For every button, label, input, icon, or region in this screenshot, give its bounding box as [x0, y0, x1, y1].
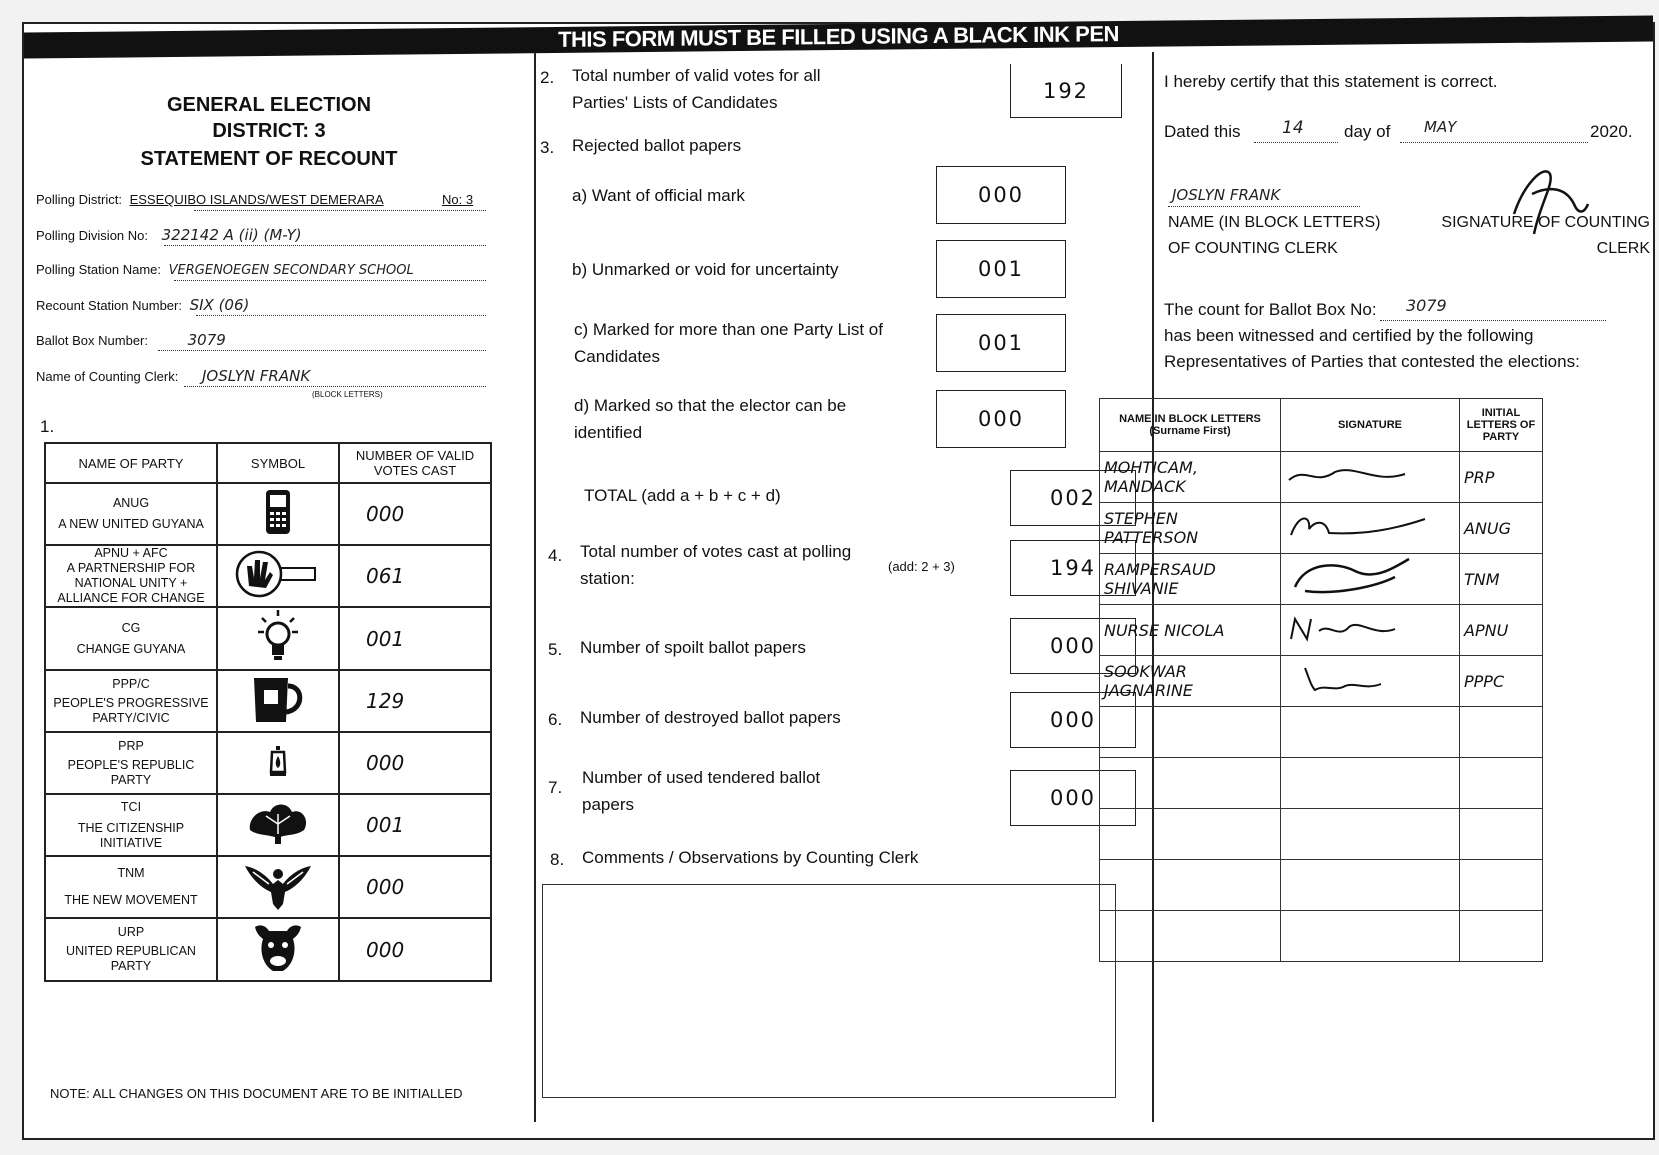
party-cell: TCI THE CITIZENSHIP INITIATIVE [45, 794, 217, 856]
rejected-a-label: a) Want of official mark [572, 186, 745, 205]
header-line1: GENERAL ELECTION [166, 94, 372, 116]
clerk-name-label: NAME (IN BLOCK LETTERS) OF COUNTING CLERK [1168, 214, 1381, 257]
rep-name: SOOKWAR JAGNARINE [1100, 656, 1281, 707]
rep-signature-icon [1281, 554, 1460, 605]
party-row [45, 794, 491, 856]
vote-count: 000 [339, 918, 491, 981]
section3-number: 3. [540, 138, 555, 157]
section7-number: 7. [548, 778, 563, 797]
day-of-label: day of [1344, 122, 1391, 141]
count-line: The count for Ballot Box No: [1164, 300, 1377, 319]
lightbulb-icon [217, 607, 339, 670]
rejected-d-label: d) Marked so that the elector can be identified [574, 396, 847, 442]
section2-label: Total number of valid votes for all Parties' Lists of Candidates [572, 66, 821, 112]
valid-votes-box: 192 [1010, 64, 1122, 118]
recount-station-value: SIX (06) [189, 296, 250, 314]
party-cell: PPP/C PEOPLE'S PROGRESSIVE PARTY/CIVIC [45, 670, 217, 732]
rep-signature-icon [1281, 605, 1460, 656]
polling-station: Polling Station Name: VERGENOEGEN SECONDARY SCHOOL [36, 262, 414, 278]
rep-row [1100, 911, 1543, 962]
vote-count: 001 [339, 794, 491, 856]
total-label: TOTAL (add a + b + c + d) [584, 486, 781, 505]
header-line2: DISTRICT: 3 [212, 120, 326, 142]
polling-district: Polling District: ESSEQUIBO ISLANDS/WEST DEMERARA No: 3 [36, 192, 474, 207]
destroyed-box: 000 [1010, 692, 1136, 748]
rep-row [1100, 758, 1543, 809]
rep-signature-icon [1281, 656, 1460, 707]
rep-row [1100, 503, 1543, 554]
rep-row [1100, 860, 1543, 911]
section6-number: 6. [548, 710, 563, 729]
eagle-icon [217, 856, 339, 918]
hand-key-icon [217, 545, 339, 607]
column-divider [534, 52, 536, 1122]
party-row [45, 545, 491, 607]
certify-text: I hereby certify that this statement is correct. [1164, 72, 1498, 91]
section8-label: Comments / Observations by Counting Clerk [582, 848, 919, 867]
party-cell: CG CHANGE GUYANA [45, 607, 217, 670]
party-cell: PRP PEOPLE'S REPUBLIC PARTY [45, 732, 217, 794]
party-cell: APNU + AFC A PARTNERSHIP FOR NATIONAL UNITY + ALLIANCE FOR CHANGE [45, 545, 217, 607]
section1-number: 1. [40, 417, 55, 436]
party-row [45, 483, 491, 545]
vote-count: 000 [339, 483, 491, 545]
party-cell: URP UNITED REPUBLICAN PARTY [45, 918, 217, 981]
rep-row [1100, 809, 1543, 860]
section5-number: 5. [548, 640, 563, 659]
tree-icon [217, 794, 339, 856]
spoilt-box: 000 [1010, 618, 1136, 674]
party-row [45, 856, 491, 918]
dated-line: Dated this [1164, 122, 1241, 141]
rep-row [1100, 656, 1543, 707]
party-cell: TNM THE NEW MOVEMENT [45, 856, 217, 918]
rep-party: PPPC [1460, 656, 1543, 707]
vote-count: 000 [339, 732, 491, 794]
party-row [45, 607, 491, 670]
ballot-box-value: 3079 [187, 331, 226, 349]
month-value: MAY [1424, 118, 1457, 136]
year-label: 2020. [1590, 122, 1633, 141]
rep-party: PRP [1460, 452, 1543, 503]
rejected-c-box: 001 [936, 314, 1066, 372]
rejected-b-box: 001 [936, 240, 1066, 298]
clerk-name-value: JOSLYN FRANK [1172, 186, 1281, 204]
party-cell: ANUG A NEW UNITED GUYANA [45, 483, 217, 545]
polling-district-no: No: 3 [442, 192, 474, 207]
total-box: 002 [1010, 470, 1136, 526]
col-symbol: SYMBOL [217, 443, 339, 483]
vote-count: 001 [339, 607, 491, 670]
banner: THIS FORM MUST BE FILLED USING A BLACK INK PEN [24, 15, 1653, 58]
rep-signature-icon [1281, 452, 1460, 503]
rejected-d-box: 000 [936, 390, 1066, 448]
section8-number: 8. [550, 850, 565, 869]
rep-name: MOHTICAM, MANDACK [1100, 452, 1281, 503]
witness-line2: Representatives of Parties that contested the elections: [1164, 352, 1580, 371]
note-text: NOTE: ALL CHANGES ON THIS DOCUMENT ARE TO BE INITIALLED [50, 1086, 463, 1101]
section4-label: Total number of votes cast at polling station: [580, 542, 852, 588]
tendered-box: 000 [1010, 770, 1136, 826]
phone-icon [217, 483, 339, 545]
witness-line1: has been witnessed and certified by the following [1164, 326, 1534, 345]
col-rep-party: INITIAL LETTERS OF PARTY [1460, 399, 1543, 452]
day-value: 14 [1282, 118, 1304, 138]
col-party-name: NAME OF PARTY [45, 443, 217, 483]
count-box-value: 3079 [1406, 296, 1447, 315]
counting-clerk-value: JOSLYN FRANK [201, 367, 311, 385]
vote-count: 129 [339, 670, 491, 732]
section6-label: Number of destroyed ballot papers [580, 708, 841, 727]
section2-number: 2. [540, 68, 555, 87]
rejected-b-label: b) Unmarked or void for uncertainty [572, 260, 839, 279]
rejected-a-box: 000 [936, 166, 1066, 224]
block-letters-note: (BLOCK LETTERS) [312, 390, 383, 399]
mug-icon [217, 670, 339, 732]
ballot-box-number: Ballot Box Number: 3079 [36, 331, 226, 349]
polling-station-value: VERGENOEGEN SECONDARY SCHOOL [168, 263, 414, 278]
col-votes: NUMBER OF VALID VOTES CAST [339, 443, 491, 483]
vote-count: 000 [339, 856, 491, 918]
polling-district-value: ESSEQUIBO ISLANDS/WEST DEMERARA [129, 192, 384, 207]
col-rep-signature: SIGNATURE [1281, 399, 1460, 452]
rep-row [1100, 605, 1543, 656]
bull-icon [217, 918, 339, 981]
counting-clerk: Name of Counting Clerk: JOSLYN FRANK [36, 367, 311, 385]
section7-label: Number of used tendered ballot papers [582, 768, 821, 814]
representatives-table [1099, 398, 1543, 962]
rep-row [1100, 452, 1543, 503]
rep-party: ANUG [1460, 503, 1543, 554]
section5-label: Number of spoilt ballot papers [580, 638, 806, 657]
votes-cast-box: 194 [1010, 540, 1136, 596]
header-line3: STATEMENT OF RECOUNT [140, 148, 398, 170]
vote-count: 061 [339, 545, 491, 607]
section3-label: Rejected ballot papers [572, 136, 742, 155]
rep-row [1100, 554, 1543, 605]
rep-name: RAMPERSAUD SHIVANIE [1100, 554, 1281, 605]
rep-party: TNM [1460, 554, 1543, 605]
rep-name: NURSE NICOLA [1100, 605, 1281, 656]
comments-box [542, 884, 1116, 1098]
rep-party: APNU [1460, 605, 1543, 656]
clerk-signature-label: SIGNATURE OF COUNTING CLERK [1441, 214, 1650, 257]
party-votes-table [44, 442, 492, 982]
lantern-icon [217, 732, 339, 794]
rep-name: STEPHEN PATTERSON [1100, 503, 1281, 554]
section4-add-note: (add: 2 + 3) [888, 559, 955, 574]
polling-division-value: 322142 A (ii) (M-Y) [161, 226, 302, 244]
recount-station: Recount Station Number: SIX (06) [36, 296, 250, 314]
section4-number: 4. [548, 546, 563, 565]
recount-form [22, 22, 1655, 1140]
party-row [45, 918, 491, 981]
polling-division: Polling Division No: 322142 A (ii) (M-Y) [36, 226, 302, 244]
party-row [45, 670, 491, 732]
rep-signature-icon [1281, 503, 1460, 554]
rep-row [1100, 707, 1543, 758]
rejected-c-label: c) Marked for more than one Party List of Candidates [574, 320, 883, 366]
col-rep-name: NAME IN BLOCK LETTERS (Surname First) [1100, 399, 1281, 452]
party-row [45, 732, 491, 794]
